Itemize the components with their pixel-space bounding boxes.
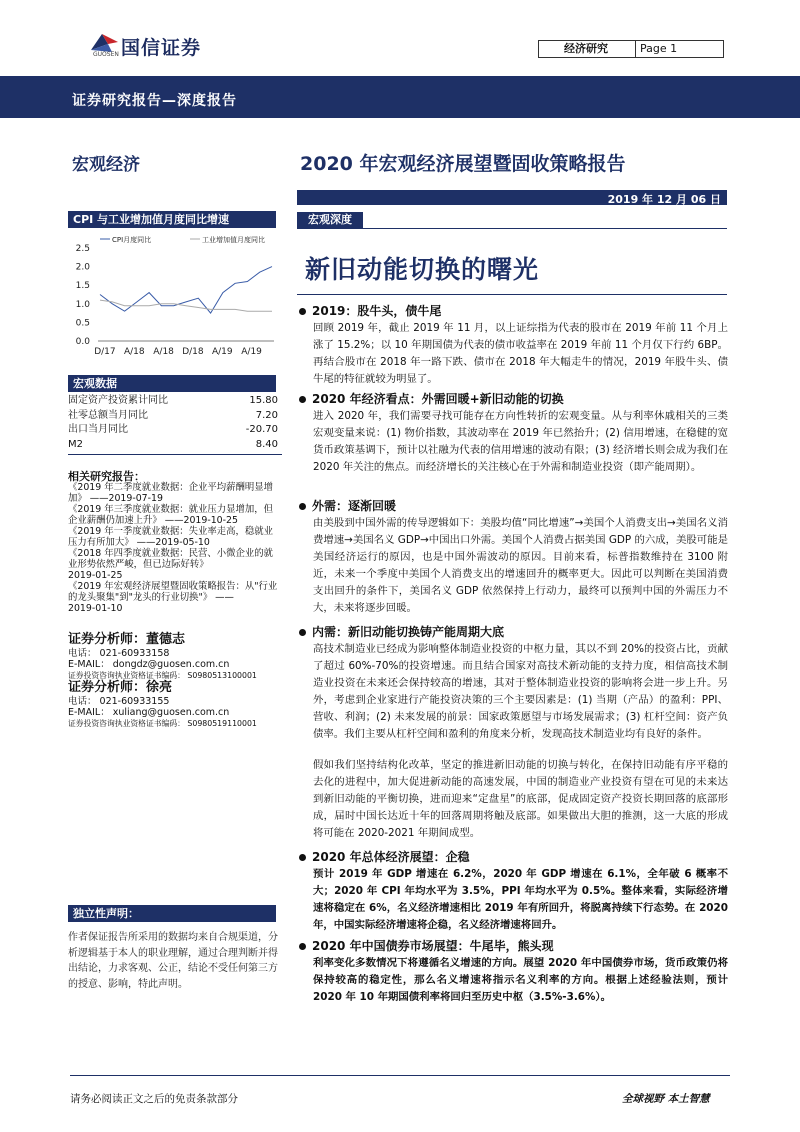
section-heading: 2019：股牛头，债牛尾 (299, 302, 441, 319)
independence-title: 独立性声明： (68, 905, 276, 922)
section-heading: 2020 年经济看点：外需回暖+新旧动能的切换 (299, 390, 564, 407)
category-label: 宏观经济 (72, 155, 140, 175)
section-heading: 内需：新旧动能切换铸产能周期大底 (299, 623, 504, 640)
footer-slogan: 全球视野 本土智慧 (622, 1093, 710, 1105)
paragraph: 回顾 2019 年，截止 2019 年 11 月，以上证综指为代表的股市在 2019 年前 11 个月上涨了 15.2%；以 10 年期国债为代表的债市收益率在 2019 年前 11 个月仅下行约 6BP。再结合股市在 2018 年一路下跌、债市在 2018 年大幅走牛的情况，2019 年股牛头、债牛尾的特征就较为明显了。 (313, 322, 728, 385)
macro-row: 固定资产投资累计同比 15.80 (68, 395, 278, 406)
legend-label: CPI月度同比 (112, 236, 152, 244)
logo-text: 国信证券 (121, 37, 202, 59)
footer-divider (70, 1075, 730, 1076)
paragraph: 由美股到中国外需的传导逻辑如下：美股均值“同比增速”→美国个人消费支出→美国名义消费增速→美国名义 GDP→中国出口外需。美国个人消费占据美国 GDP 的六成，美股可能是美国经济运行的原因，也是中国外需波动的原因。目前来看，标普指数维持在 3100 附近，未来一个季度中美国个人消费支出的增速回升的概率更大。因此可以判断在美国消费支出回升的条件下，美国名义 GDP 依然保持上行动力，最终可以预判中国的外需压力不大，未来将逐步回暖。 (313, 517, 728, 614)
analyst-phone: 电话： 021-60933158 (68, 648, 170, 659)
divider (297, 228, 727, 229)
analyst-name: 证券分析师：徐亮 (68, 680, 173, 695)
analyst-cert: 证券投资咨询执业资格证书编码： S0980519110001 (68, 719, 257, 728)
date-bar (297, 190, 727, 205)
x-tick-label: A/19 (241, 347, 262, 357)
x-tick-label: D/17 (94, 347, 116, 357)
main-title: 新旧动能切换的曙光 (305, 255, 540, 284)
macro-data-table (68, 394, 282, 452)
section-heading: 2020 年总体经济展望：企稳 (299, 848, 470, 865)
bullet-icon (299, 854, 306, 861)
divider (297, 294, 727, 295)
footer-disclaimer: 请务必阅读正文之后的免责条款部分 (70, 1093, 238, 1105)
chart-title: CPI 与工业增加值月度同比增速 (68, 211, 276, 228)
x-tick-label: D/18 (182, 347, 204, 357)
analyst-email[interactable]: E-MAIL： dongdz@guosen.com.cn (68, 659, 230, 670)
bullet-icon (299, 308, 306, 315)
bullet-icon (299, 396, 306, 403)
header-box (538, 40, 724, 58)
logo-subtext: GUOSEN (93, 51, 119, 58)
paragraph: 进入 2020 年，我们需要寻找可能存在方向性转折的宏观变量。从与利率休戚相关的三类宏观变量来说：(1) 物价指数，其波动率在 2019 年已然抬升；(2) 信用增速，在稳健的宽货币政策基调下，预计以社融为代表的信用增速的波动有限；(3) 经济增长则会成为我们在 2020 年关注的焦点。而经济增长的关注核心在于外需和制造业投资（即产能周期）。 (313, 410, 728, 473)
macro-row: 社零总额当月同比 7.20 (68, 409, 278, 421)
related-report-item[interactable]: 《2018 年四季度就业数据：民营、小微企业的就业形势依然严峻，但已边际好转》 (68, 548, 273, 570)
bullet-icon (299, 943, 306, 950)
bullet-icon (299, 629, 306, 636)
report-title: 2020 年宏观经济展望暨固收策略报告 (300, 153, 626, 175)
report-date: 2019 年 12 月 06 日 (607, 193, 721, 206)
y-tick-label: 1.5 (75, 281, 90, 292)
related-report-item[interactable]: 《2019 年二季度就业数据：企业平均薪酬明显增加》 ——2019-07-19 (68, 482, 273, 504)
macro-row: 出口当月同比 -20.70 (68, 424, 278, 435)
report-type-band (0, 76, 800, 118)
section-heading: 外需：逐渐回暖 (299, 497, 396, 514)
y-tick-label: 0.5 (75, 318, 90, 329)
y-tick-label: 0.0 (75, 337, 90, 347)
divider (68, 454, 282, 455)
macro-row: M2 8.40 (68, 438, 278, 450)
related-report-date: 2019-01-10 (68, 603, 123, 614)
y-tick-label: 2.5 (75, 244, 90, 254)
related-report-date: 2019-01-25 (68, 570, 123, 581)
paragraph: 假如我们坚持结构化改革，坚定的推进新旧动能的切换与转化，在保持旧动能有序平稳的去化的进程中，加大促进新动能的高速发展，中国的制造业产业投资有望在可见的未来达到新旧动能的平衡切换，进而迎来“定盘星”的底部，促成固定资产投资长期回落的底部形成，届时中国长达近十年的回落周期将触及底部。如果做出大胆的推测，这一大底的形成将可能在 2020-2021 年期间成型。 (313, 759, 728, 839)
page-number: Page 1 (635, 41, 728, 57)
related-report-item[interactable]: 《2019 年宏观经济展望暨固收策略报告：从"行业的龙头聚集"到"龙头的行业切换"》 —— (68, 581, 278, 603)
x-tick-label: A/18 (153, 347, 174, 357)
analyst-phone: 电话： 021-60933155 (68, 696, 170, 707)
macro-data-title: 宏观数据 (68, 375, 276, 392)
analyst-block (68, 632, 257, 681)
report-type: 证券研究报告—深度报告 (72, 93, 237, 109)
y-tick-label: 2.0 (75, 262, 90, 273)
section-label: 经济研究 (539, 41, 633, 57)
section-heading: 2020 年中国债券市场展望：牛尾毕，熊头现 (299, 937, 554, 954)
x-tick-label: A/18 (123, 347, 145, 357)
related-report-item[interactable]: 《2019 年三季度就业数据：就业压力显增加，但企业薪酬仍加速上升》 ——2019-10-25 (68, 504, 273, 526)
analyst-block (68, 680, 257, 729)
paragraph: 利率变化多数情况下将遵循名义增速的方向。展望 2020 年中国债券市场，货币政策仍将保持较高的稳定性，那么名义增速将指示名义利率的方向。根据上述经验法则，预计 2020 年 10 年期国债利率将回归至历史中枢（3.5%-3.6%）。 (313, 957, 728, 1003)
related-report-item[interactable]: 《2019 年一季度就业数据：失业率走高，稳就业压力有所加大》 ——2019-05-10 (68, 526, 273, 548)
legend-label: 工业增加值月度同比 (202, 236, 265, 244)
paragraph: 高技术制造业已经成为影响整体制造业投资的中枢力量，其以不到 20%的投资占比，贡献了超过 60%-70%的投资增速。而且结合国家对高技术新动能的支持力度，相信高技术制造业投资在未来还会保持较高的增速，其对于整体制造业投资的影响将会进一步上升。另外，考虑到企业家进行产能投资决策的三个主要因素是：(1) 当期（产品）的盈利：PPI、营收、利润；(2) 未来发展的前景：国家政策愿望与市场发展需求；(3) 杠杆空间：资产负债率。我们主要从杠杆空间和盈利的角度来分析，发现高技术制造业均有良好的条件。 (313, 643, 728, 740)
y-tick-label: 1.0 (75, 299, 90, 310)
related-reports-list (68, 482, 282, 614)
independence-text: 作者保证报告所采用的数据均来自合规渠道，分析逻辑基于本人的职业理解，通过合理判断并得出结论，力求客观、公正，结论不受任何第三方的授意、影响，特此声明。 (68, 932, 278, 990)
bullet-icon (299, 503, 306, 510)
x-tick-label: A/19 (211, 347, 233, 357)
analyst-email[interactable]: E-MAIL： xuliang@guosen.com.cn (68, 707, 230, 718)
cpi-chart (68, 230, 282, 360)
paragraph: 预计 2019 年 GDP 增速在 6.2%，2020 年 GDP 增速在 6.1%，全年破 6 概率不大；2020 年 CPI 年均水平为 3.5%，PPI 年均水平为 0.5%。整体来看，实际经济增速将稳定在 6%，名义经济增速相比 2019 年有所回升，将脱离持续下行态势。在 2020 年，中国实际经济增速将企稳，名义经济增速将回升。 (313, 868, 728, 931)
related-reports-title: 相关研究报告： (68, 470, 145, 483)
section-tag: 宏观深度 (297, 212, 363, 228)
analyst-cert: 证券投资咨询执业资格证书编码： S0980513100001 (68, 671, 257, 680)
analyst-name: 证券分析师：董德志 (68, 632, 186, 647)
